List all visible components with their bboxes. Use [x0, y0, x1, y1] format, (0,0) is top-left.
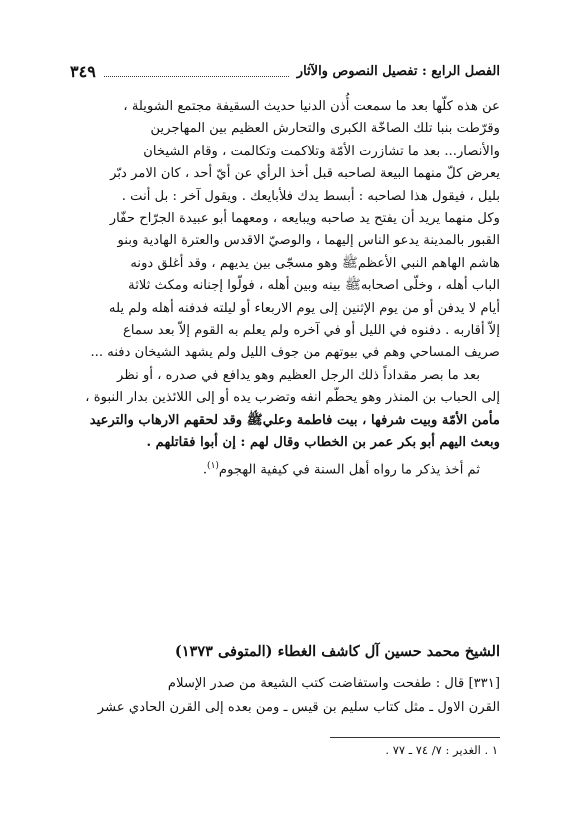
text-line: والأنصار... بعد ما تشازرت الأمّة وتلاكمت وتكالمت ، وقام الشيخان [143, 143, 500, 159]
text-line: عن هذه كلّها بعد ما سمعت أُذن الدنيا حديث السقيفة مجتمع الشويلة ، [123, 99, 500, 114]
page-number: ٣٤٩ [70, 61, 96, 81]
text-line: القرن الاول ـ مثل كتاب سليم بن قيس ـ ومن بعده إلى القرن الحادي عشر [97, 700, 500, 715]
text-line: القبور بالمدينة يدعو الناس إليهما ، والوصيّ الاقدس والعترة الهادية وبنو [117, 233, 500, 249]
text-line: إلى الحباب بن المنذر وهو يحطّم انفه وتضرب يده أو إلى اللائذين بدار النبوة ، [85, 390, 500, 406]
chapter-title: الفصل الرابع : تفصيل النصوص والآثار [296, 63, 500, 79]
text-line: الباب أهله ، وخلّى اصحابهﷺ بينه وبين أهله ، فولّوا إجنانه ومكث ثلاثة [128, 278, 500, 294]
text-line: يعرض كلّ منهما البيعة لصاحبه قبل أخذ الرأي عن أيّ أحد ، كان الامر دبّر [110, 166, 500, 182]
text-line: هاشم الهاهم النبي الأعظمﷺ وهو مسجّى بين يديهم ، وقد أغلق دونه [130, 255, 500, 271]
section-heading: الشيخ محمد حسين آل كاشف الغطاء (المتوفى ١٣٧٣) [174, 643, 500, 660]
text-line: بليل ، فيقول هذا لصاحبه : أبسط يدك فلأبايعك . ويقول آخر : بل أنت . [121, 188, 500, 204]
footnote-ref: (١) [207, 460, 219, 471]
text-line: أيام لا يدفن أو من يوم الإثنين إلى يوم الاربعاء أو ليلته فدفنه أهله ولم يله [109, 300, 500, 316]
text-line: وقرّطت بنبا تلك الصاخّة الكبرى والتحارش العظيم بين المهاجرين [150, 121, 500, 137]
text-line: إلاّ أقاربه . دفنوه في الليل أو في آخره ولم يعلم به القوم إلاّ بعد سماع [123, 323, 500, 339]
running-header [70, 60, 500, 82]
text-line: وكل منهما يريد أن يفتح يد صاحبه ويبايعه ، ومعهما أبو عبيدة الجرّاح حفّار [109, 211, 500, 227]
section-text [70, 672, 500, 720]
text-line: مأمن الأمّة وبيت شرفها ، بيت فاطمة وعليﷺ وقد لحقهم الارهاب والترعيد [89, 412, 500, 428]
closing-text: ثم أخذ يذكر ما رواه أهل السنة في كيفية الهجوم [218, 461, 480, 477]
text-line: بعد ما بصر مقداداً ذلك الرجل العظيم وهو يدافع في صدره ، أو نظر [117, 367, 480, 383]
text-line: صريف المساحي وهم في بيوتهم من جوف الليل ولم يشهد الشيخان دفنه ... [90, 345, 500, 361]
footnote-divider [330, 737, 500, 738]
text-line: وبعث اليهم أبو بكر عمر بن الخطاب وقال لهم : إن أبوا فقاتلهم . [146, 435, 500, 451]
text-line: [٣٣١] قال : طفحت واستفاضت كتب الشيعة من صدر الإسلام [167, 676, 500, 691]
leader-dots [104, 66, 289, 77]
footnote: ١ . الغدير : ٧/ ٧٤ ـ ٧٧ . [385, 743, 498, 757]
main-text [70, 96, 500, 481]
closing-line: ثم أخذ يذكر ما رواه أهل السنة في كيفية الهجوم$^{(١)}$. [202, 460, 480, 477]
